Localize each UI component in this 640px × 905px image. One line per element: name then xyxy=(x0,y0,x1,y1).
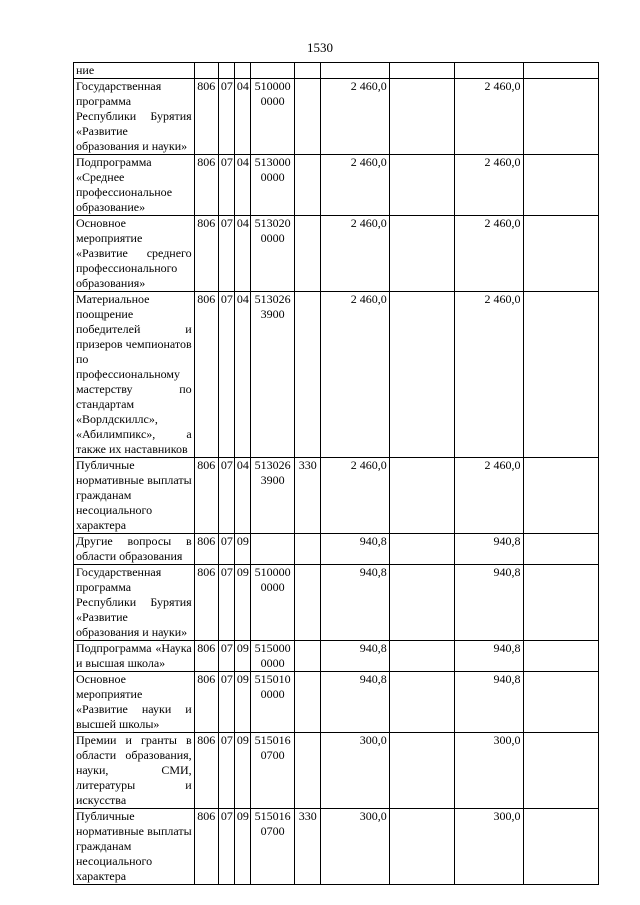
cell-pr: 09 xyxy=(234,672,250,733)
cell-amount: 2 460,0 xyxy=(321,155,389,216)
cell-amount: 2 460,0 xyxy=(321,216,389,292)
row-name: Государственная программа Республики Бурятия «Развитие образования и науки» xyxy=(74,565,195,641)
cell-rz: 07 xyxy=(218,458,234,534)
cell-col10 xyxy=(523,565,599,641)
cell-vr: 330 xyxy=(295,809,321,885)
table-row xyxy=(74,292,599,458)
cell-col8 xyxy=(389,458,454,534)
cell-csr: 5130263900 xyxy=(250,292,294,458)
page-number: 1530 xyxy=(307,40,333,55)
cell-vr xyxy=(295,565,321,641)
row-name: Основное мероприятие «Развитие среднего профессионального образования» xyxy=(74,216,195,292)
row-name: Публичные нормативные выплаты гражданам несоциального характера xyxy=(74,458,195,534)
cell-col10 xyxy=(523,292,599,458)
cell-col8 xyxy=(389,63,454,79)
row-name: ние xyxy=(74,63,195,79)
cell-vr xyxy=(295,292,321,458)
cell-pr: 04 xyxy=(234,155,250,216)
cell-rz: 07 xyxy=(218,672,234,733)
cell-csr: 5150160700 xyxy=(250,809,294,885)
cell-csr: 5130000000 xyxy=(250,155,294,216)
table-row xyxy=(74,155,599,216)
cell-amount2: 2 460,0 xyxy=(455,292,523,458)
cell-col10 xyxy=(523,458,599,534)
cell-csr: 5150160700 xyxy=(250,733,294,809)
table-body xyxy=(74,63,599,885)
cell-amount: 940,8 xyxy=(321,641,389,672)
cell-pr: 09 xyxy=(234,565,250,641)
cell-pr xyxy=(234,63,250,79)
cell-csr: 5130263900 xyxy=(250,458,294,534)
cell-amount2: 940,8 xyxy=(455,672,523,733)
cell-rz: 07 xyxy=(218,565,234,641)
cell-grbs: 806 xyxy=(194,292,218,458)
cell-col10 xyxy=(523,155,599,216)
cell-csr: 5100000000 xyxy=(250,79,294,155)
cell-amount2: 300,0 xyxy=(455,733,523,809)
cell-grbs: 806 xyxy=(194,565,218,641)
cell-rz: 07 xyxy=(218,216,234,292)
cell-csr: 5100000000 xyxy=(250,565,294,641)
cell-grbs: 806 xyxy=(194,458,218,534)
cell-amount2: 2 460,0 xyxy=(455,155,523,216)
cell-col8 xyxy=(389,809,454,885)
row-name: Подпрограмма «Наука и высшая школа» xyxy=(74,641,195,672)
cell-col10 xyxy=(523,733,599,809)
cell-rz: 07 xyxy=(218,292,234,458)
cell-csr: 5130200000 xyxy=(250,216,294,292)
cell-grbs: 806 xyxy=(194,79,218,155)
table-row xyxy=(74,809,599,885)
table-row xyxy=(74,565,599,641)
cell-vr xyxy=(295,534,321,565)
cell-rz: 07 xyxy=(218,79,234,155)
cell-amount: 2 460,0 xyxy=(321,458,389,534)
table-row xyxy=(74,63,599,79)
cell-grbs: 806 xyxy=(194,641,218,672)
cell-col10 xyxy=(523,534,599,565)
cell-pr: 04 xyxy=(234,292,250,458)
row-name: Основное мероприятие «Развитие науки и высшей школы» xyxy=(74,672,195,733)
cell-grbs: 806 xyxy=(194,216,218,292)
table-row xyxy=(74,79,599,155)
cell-vr: 330 xyxy=(295,458,321,534)
cell-grbs xyxy=(194,63,218,79)
cell-csr: 5150000000 xyxy=(250,641,294,672)
cell-amount2: 940,8 xyxy=(455,534,523,565)
cell-col10 xyxy=(523,809,599,885)
cell-col8 xyxy=(389,216,454,292)
cell-col10 xyxy=(523,672,599,733)
cell-csr: 5150100000 xyxy=(250,672,294,733)
cell-col10 xyxy=(523,79,599,155)
table-row xyxy=(74,672,599,733)
cell-col8 xyxy=(389,641,454,672)
budget-table xyxy=(73,62,599,885)
cell-rz: 07 xyxy=(218,641,234,672)
cell-amount: 940,8 xyxy=(321,565,389,641)
cell-vr xyxy=(295,79,321,155)
cell-csr xyxy=(250,534,294,565)
cell-rz: 07 xyxy=(218,733,234,809)
cell-vr xyxy=(295,733,321,809)
cell-grbs: 806 xyxy=(194,809,218,885)
table-row xyxy=(74,534,599,565)
cell-col8 xyxy=(389,534,454,565)
row-name: Подпрограмма «Среднее профессиональное образование» xyxy=(74,155,195,216)
cell-amount: 2 460,0 xyxy=(321,79,389,155)
cell-grbs: 806 xyxy=(194,672,218,733)
row-name: Премии и гранты в области образования, науки, СМИ, литературы и искусства xyxy=(74,733,195,809)
cell-col8 xyxy=(389,565,454,641)
cell-col10 xyxy=(523,63,599,79)
cell-amount: 940,8 xyxy=(321,672,389,733)
cell-grbs: 806 xyxy=(194,534,218,565)
cell-amount2: 2 460,0 xyxy=(455,458,523,534)
cell-col10 xyxy=(523,216,599,292)
cell-col8 xyxy=(389,672,454,733)
table-row xyxy=(74,458,599,534)
cell-amount xyxy=(321,63,389,79)
cell-csr xyxy=(250,63,294,79)
cell-vr xyxy=(295,672,321,733)
row-name: Материальное поощрение победителей и призеров чемпионатов по профессиональному мастерству по стандартам «Ворлдскиллс», «Абилимпикс», а также их наставников xyxy=(74,292,195,458)
cell-vr xyxy=(295,216,321,292)
cell-amount: 300,0 xyxy=(321,733,389,809)
cell-amount2: 300,0 xyxy=(455,809,523,885)
cell-amount2 xyxy=(455,63,523,79)
row-name: Публичные нормативные выплаты гражданам несоциального характера xyxy=(74,809,195,885)
cell-amount2: 2 460,0 xyxy=(455,79,523,155)
cell-col8 xyxy=(389,155,454,216)
cell-amount2: 2 460,0 xyxy=(455,216,523,292)
cell-pr: 04 xyxy=(234,458,250,534)
cell-vr xyxy=(295,155,321,216)
cell-amount: 940,8 xyxy=(321,534,389,565)
cell-amount: 300,0 xyxy=(321,809,389,885)
row-name: Государственная программа Республики Бурятия «Развитие образования и науки» xyxy=(74,79,195,155)
table-row xyxy=(74,641,599,672)
cell-pr: 09 xyxy=(234,809,250,885)
cell-amount2: 940,8 xyxy=(455,641,523,672)
cell-col10 xyxy=(523,641,599,672)
cell-pr: 09 xyxy=(234,733,250,809)
cell-amount: 2 460,0 xyxy=(321,292,389,458)
cell-rz xyxy=(218,63,234,79)
row-name: Другие вопросы в области образования xyxy=(74,534,195,565)
cell-amount2: 940,8 xyxy=(455,565,523,641)
table-row xyxy=(74,216,599,292)
cell-col8 xyxy=(389,733,454,809)
cell-col8 xyxy=(389,292,454,458)
cell-pr: 09 xyxy=(234,534,250,565)
table-row xyxy=(74,733,599,809)
cell-rz: 07 xyxy=(218,809,234,885)
cell-pr: 09 xyxy=(234,641,250,672)
cell-grbs: 806 xyxy=(194,155,218,216)
cell-vr xyxy=(295,63,321,79)
cell-col8 xyxy=(389,79,454,155)
cell-grbs: 806 xyxy=(194,733,218,809)
cell-rz: 07 xyxy=(218,534,234,565)
cell-pr: 04 xyxy=(234,79,250,155)
cell-rz: 07 xyxy=(218,155,234,216)
cell-vr xyxy=(295,641,321,672)
cell-pr: 04 xyxy=(234,216,250,292)
